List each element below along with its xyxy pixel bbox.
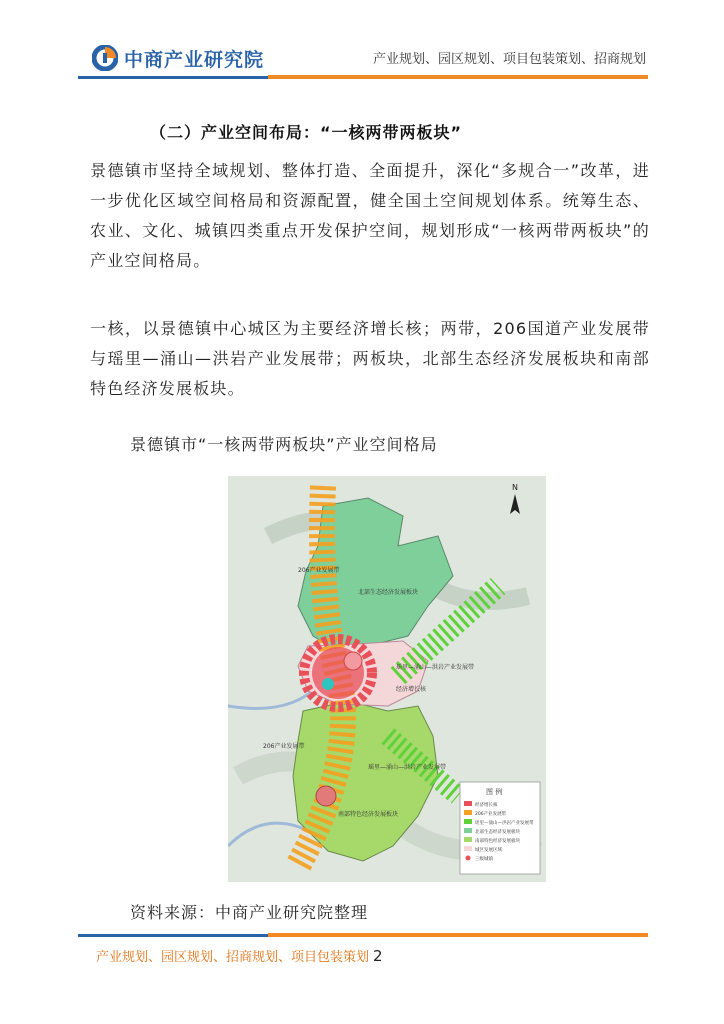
map-label-south-band: 瑶里—涌山—洪岩产业发展带	[368, 764, 447, 771]
paragraph-2: 一核，以景德镇中心城区为主要经济增长核；两带，206国道产业发展带与瑶里—涌山—洪岩产业发展带；两板块，北部生态经济发展板块和南部特色经济发展板块。	[90, 319, 650, 398]
source-note: 资料来源：中商产业研究院整理	[130, 903, 369, 922]
svg-text:三级城镇: 三级城镇	[475, 857, 493, 862]
page-header	[0, 0, 724, 90]
logo-icon	[92, 45, 118, 71]
map-label-206-band: 206产业发展带	[298, 567, 340, 574]
svg-text:城区发展区域: 城区发展区域	[475, 848, 502, 853]
page-footer	[96, 946, 383, 965]
header-divider-blue	[78, 76, 268, 79]
page-number: 2	[373, 947, 383, 965]
section-heading: （二）产业空间布局：“一核两带两板块”	[150, 123, 463, 142]
map-label-206-line: 206产业发展带	[263, 743, 305, 750]
figure-caption: 景德镇市“一核两带两板块”产业空间格局	[130, 435, 438, 454]
header-tagline: 产业规划、园区规划、项目包装策划、招商规划	[372, 52, 646, 67]
svg-text:N: N	[512, 483, 518, 492]
map-label-north-block: 北部生态经济发展板块	[358, 589, 419, 596]
svg-text:206产业发展带: 206产业发展带	[475, 812, 507, 817]
spatial-layout-map	[228, 476, 546, 882]
footer-divider-blue	[78, 934, 268, 937]
map-label-growth-core: 经济增长核	[396, 686, 427, 693]
logo	[92, 40, 264, 76]
footer-text: 产业规划、园区规划、招商规划、项目包装策划	[96, 950, 370, 965]
svg-text:瑶里—涌山—洪岩产业发展带: 瑶里—涌山—洪岩产业发展带	[475, 821, 534, 826]
map-legend	[460, 782, 540, 874]
svg-text:北部生态经济发展板块: 北部生态经济发展板块	[475, 830, 520, 835]
footer-divider-orange	[268, 933, 648, 937]
map-label-south-block: 南部特色经济发展板块	[338, 811, 399, 818]
svg-text:南部特色经济发展板块: 南部特色经济发展板块	[475, 839, 520, 844]
map-label-yaoli-band: 瑶里—涌山—洪岩产业发展带	[396, 664, 475, 671]
paragraph-1: 景德镇市坚持全域规划、整体打造、全面提升，深化“多规合一”改革，进一步优化区域空间格局和资源配置，健全国土空间规划体系。统筹生态、农业、文化、城镇四类重点开发保护空间，规划形成“一核两带两板块”的产业空间格局。	[90, 161, 650, 270]
svg-text:经济增长核: 经济增长核	[475, 803, 498, 808]
legend-title: 图 例	[486, 788, 503, 796]
header-divider-orange	[268, 75, 648, 79]
logo-text: 中商产业研究院	[124, 48, 265, 71]
